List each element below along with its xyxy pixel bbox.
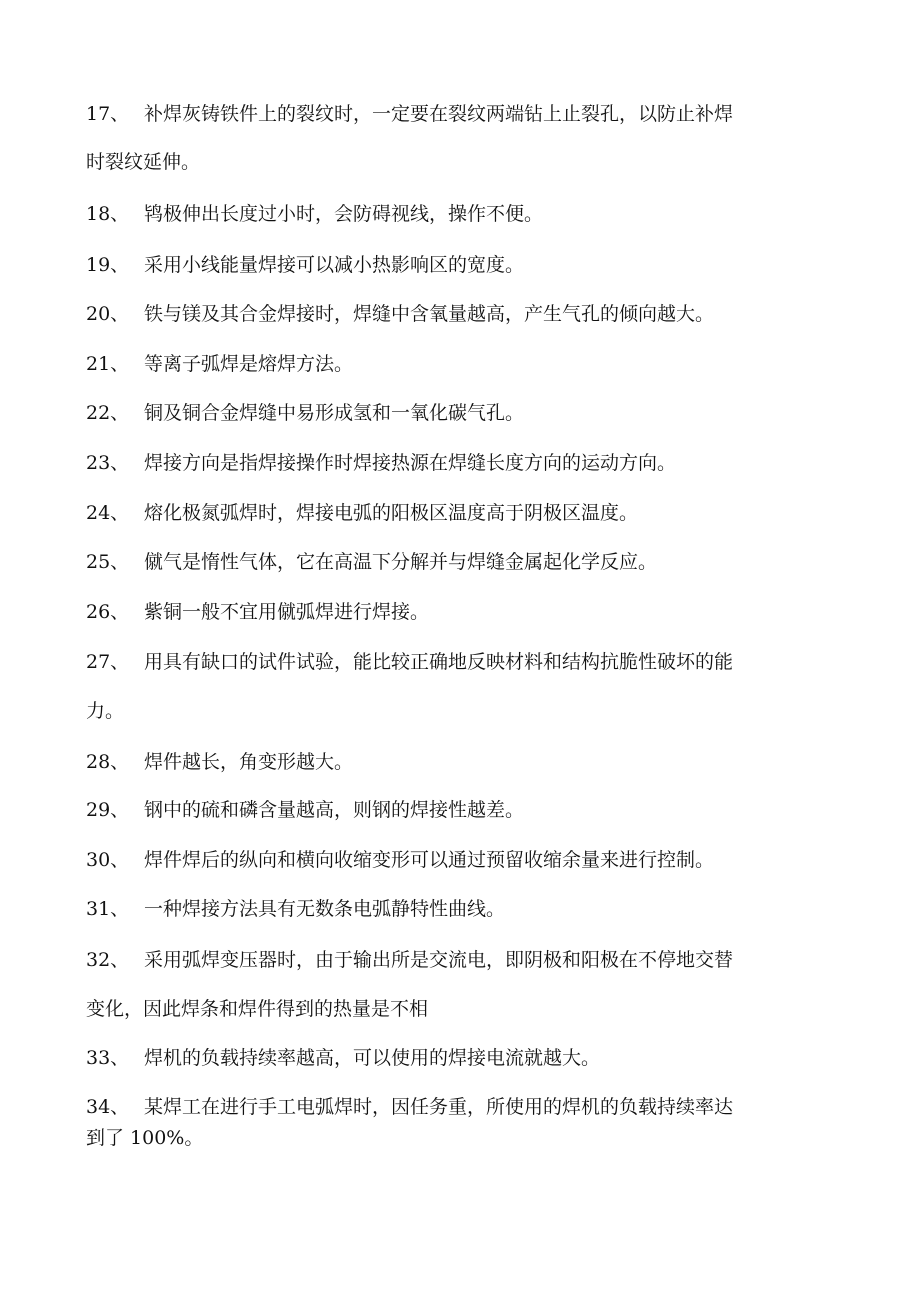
- item-number: 32、: [86, 949, 130, 971]
- item-text: 用具有缺口的试件试验，能比较正确地反映材料和结构抗脆性破坏的能: [144, 651, 734, 673]
- item-27: [86, 649, 733, 675]
- item-text: 焊件越长，角变形越大。: [144, 751, 354, 773]
- item-34-continuation: 到了 100%。: [86, 1127, 204, 1149]
- item-text: 铜及铜合金焊缝中易形成氢和一氧化碳气孔。: [144, 402, 525, 424]
- item-23: [86, 450, 676, 476]
- item-text: 等离子弧焊是熔焊方法。: [144, 353, 354, 375]
- item-number: 18、: [86, 203, 130, 225]
- item-18: [86, 201, 543, 227]
- item-30: [86, 847, 714, 873]
- item-17-continuation: 时裂纹延伸。: [86, 151, 201, 173]
- item-text: 焊接方向是指焊接操作时焊接热源在焊缝长度方向的运动方向。: [144, 452, 677, 474]
- item-number: 23、: [86, 452, 130, 474]
- item-number: 20、: [86, 303, 130, 325]
- item-number: 21、: [86, 353, 130, 375]
- item-text: 熔化极氮弧焊时，焊接电弧的阳极区温度高于阴极区温度。: [144, 502, 639, 524]
- item-text: 采用小线能量焊接可以减小热影响区的宽度。: [144, 254, 525, 276]
- item-text: 一种焊接方法具有无数条电弧静特性曲线。: [144, 898, 506, 920]
- item-31: [86, 896, 505, 922]
- item-32-continuation: 变化，因此焊条和焊件得到的热量是不相: [86, 998, 429, 1020]
- item-text: 某焊工在进行手工电弧焊时，因任务重，所使用的焊机的负载持续率达: [144, 1096, 734, 1118]
- item-text: 钢中的硫和磷含量越高，则钢的焊接性越差。: [144, 799, 525, 821]
- item-33: [86, 1045, 600, 1071]
- item-21: [86, 351, 353, 377]
- item-27-continuation: 力。: [86, 700, 125, 722]
- item-26: [86, 599, 429, 625]
- item-number: 25、: [86, 551, 130, 573]
- item-number: 29、: [86, 799, 130, 821]
- item-text: 焊机的负载持续率越高，可以使用的焊接电流就越大。: [144, 1047, 601, 1069]
- item-text: 紫铜一般不宜用僦弧焊进行焊接。: [144, 601, 430, 623]
- item-32: [86, 947, 733, 973]
- item-number: 22、: [86, 402, 130, 424]
- item-number: 30、: [86, 849, 130, 871]
- item-number: 17、: [86, 103, 130, 125]
- item-number: 26、: [86, 601, 130, 623]
- item-number: 31、: [86, 898, 130, 920]
- item-number: 33、: [86, 1047, 130, 1069]
- item-number: 28、: [86, 751, 130, 773]
- item-text: 鸨极伸出长度过小时，会防碍视线，操作不便。: [144, 203, 544, 225]
- item-22: [86, 400, 524, 426]
- item-text: 僦气是惰性气体，它在高温下分解并与焊缝金属起化学反应。: [144, 551, 658, 573]
- item-text: 补焊灰铸铁件上的裂纹时，一定要在裂纹两端钻上止裂孔，以防止补焊: [144, 103, 734, 125]
- item-20: [86, 301, 714, 327]
- item-text: 采用弧焊变压器时，由于输出所是交流电，即阴极和阳极在不停地交替: [144, 949, 734, 971]
- item-25: [86, 549, 657, 575]
- item-number: 24、: [86, 502, 130, 524]
- item-28: [86, 749, 353, 775]
- item-text: 铁与镁及其合金焊接时，焊缝中含氧量越高，产生气孔的倾向越大。: [144, 303, 715, 325]
- item-34: [86, 1094, 733, 1120]
- item-number: 19、: [86, 254, 130, 276]
- item-text: 焊件焊后的纵向和横向收缩变形可以通过预留收缩余量来进行控制。: [144, 849, 715, 871]
- item-17: [86, 101, 733, 127]
- item-29: [86, 797, 524, 823]
- item-24: [86, 500, 638, 526]
- item-number: 34、: [86, 1096, 130, 1118]
- item-number: 27、: [86, 651, 130, 673]
- item-19: [86, 252, 524, 278]
